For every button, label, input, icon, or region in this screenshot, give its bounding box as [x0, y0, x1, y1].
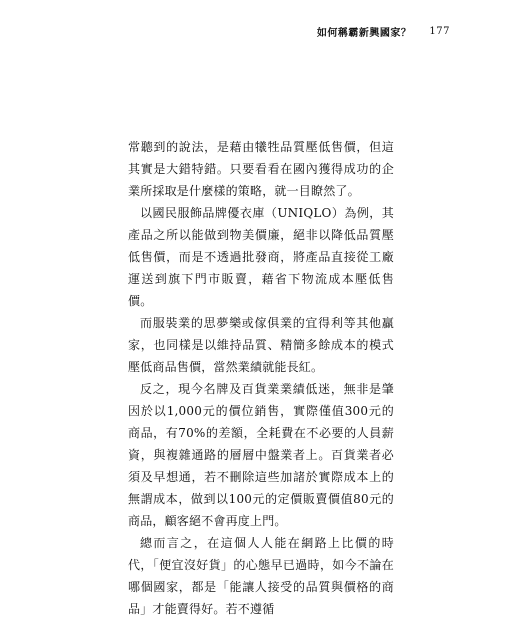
- paragraph-1: 常聽到的說法，是藉由犧牲品質壓低售價，但這其實是大錯特錯。只要看看在國內獲得成功的企業所採取是什麼樣的策略，就一目瞭然了。: [128, 140, 394, 198]
- chapter-title: 如何稱霸新興國家？: [316, 27, 412, 39]
- page-number: 177: [429, 25, 450, 37]
- paragraph-2: 以國民服飾品牌優衣庫（UNIQLO）為例，其產品之所以能做到物美價廉，絕非以降低品質壓低售價，而是不透過批發商，將產品直接從工廠運送到旗下門市販賣，藉省下物流成本壓低售價。: [128, 206, 394, 308]
- paragraph-3: 而服裝業的思夢樂或傢俱業的宜得利等其他贏家，也同樣是以維持品質、精簡多餘成本的模式壓低商品售價，當然業績就能長紅。: [128, 316, 394, 374]
- running-header: [300, 22, 450, 40]
- paragraph-4: 反之，現今名牌及百貨業業績低迷，無非是肇因於以1,000元的價位銷售，實際僅值300元的商品，有70%的差額，全耗費在不必要的人員薪資，與複雜通路的層層中盤業者上。百貨業者必須及早想通，若不刪除這些加諸於實際成本上的無謂成本，做到以100元的定價販賣價值80元的商品，顧客絕不會再度上門。: [128, 382, 394, 528]
- body-text: [128, 136, 394, 616]
- paragraph-5: 總而言之，在這個人人能在網路上比價的時代，「便宜沒好貨」的心態早已過時，如今不論在哪個國家，都是「能讓人接受的品質與價格的商品」才能賣得好。若不遵循: [128, 536, 394, 616]
